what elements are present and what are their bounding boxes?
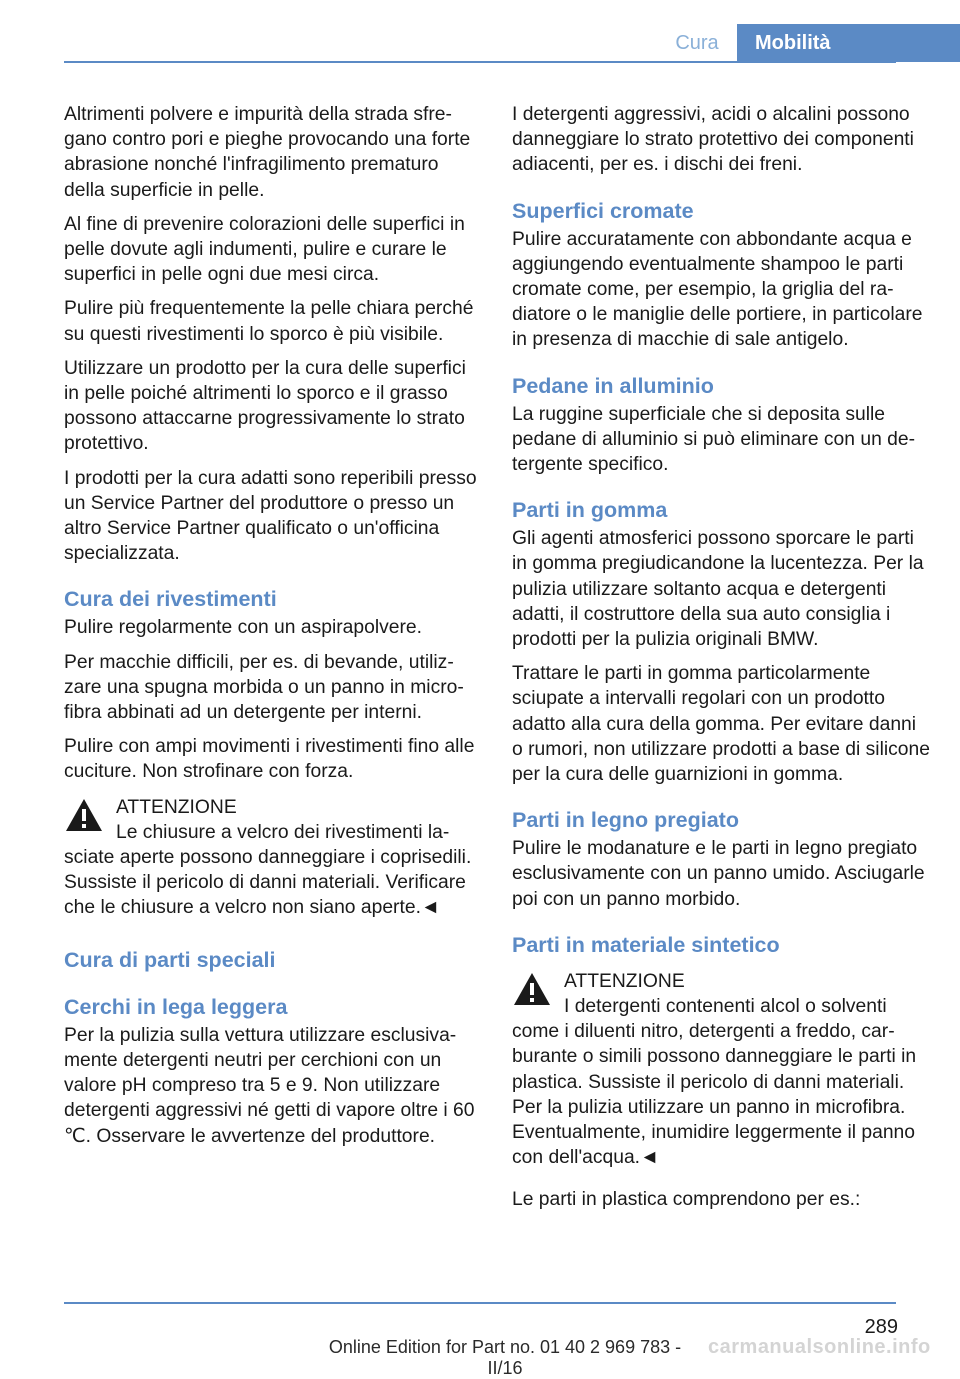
tab-mobilita[interactable]: Mobilità — [737, 24, 960, 62]
paragraph: Per macchie difficili, per es. di bevande, utilizzare una spugna morbida o un panno in microfibra abbinati ad un detergente per interni. — [64, 651, 464, 724]
paragraph: Pulire le modanature e le parti in legno pregiato esclusivamente con un panno umido. Asciugarle poi con un panno morbido. — [512, 838, 925, 910]
edition-note: Online Edition for Part no. 01 40 2 969 783 - II/16 — [328, 1337, 682, 1378]
warning-title: ATTENZIONE — [564, 970, 685, 992]
warning-triangle-icon — [64, 797, 104, 833]
paragraph: Altrimenti polvere e impurità della strada sfregano contro pori e pieghe provocando una forte abrasione nonché l'infragilimento prematuro della superficie in pelle. — [64, 104, 471, 201]
heading-pedane: Pedane in alluminio — [512, 373, 714, 398]
paragraph: Per la pulizia sulla vettura utilizzare esclusivamente detergenti neutri per cerchioni con un valore pH compreso tra 5 e 9. Non utilizzare detergenti aggressivi né getti di vapore oltre i 60 ℃. Osservare le avvertenze del produttore. — [64, 1024, 475, 1147]
tab-cura[interactable]: Cura — [675, 32, 719, 54]
section-tabs — [657, 24, 960, 62]
paragraph: Gli agenti atmosferici possono sporcare le parti in gomma pregiudicandone la lucentezza. Per la pulizia utilizzare soltanto acqua e detergenti adatti, il costruttore della sua auto consiglia i prodotti per la pulizia originali BMW. — [512, 528, 924, 651]
heading-cerchi: Cerchi in lega leggera — [64, 994, 288, 1019]
left-column — [64, 102, 482, 1158]
warning-triangle-icon — [512, 971, 552, 1007]
heading-materiale-sintetico: Parti in materiale sintetico — [512, 932, 780, 957]
paragraph: Pulire più frequentemente la pelle chiara perché su questi rivestimenti lo sporco è più visibile. — [64, 298, 474, 345]
warning-box — [64, 795, 482, 921]
paragraph: Utilizzare un prodotto per la cura delle superfici in pelle poiché altrimenti lo sporco e il grasso possono attaccarne progressivamente lo strato protettivo. — [64, 357, 466, 455]
paragraph: La ruggine superficiale che si deposita sulle pedane di alluminio si può eliminare con un detergente specifico. — [512, 403, 916, 476]
page-number: 289 — [864, 1316, 898, 1338]
heading-superfici-cromate: Superfici cromate — [512, 198, 694, 223]
warning-box — [512, 969, 932, 1171]
heading-cura-parti-speciali: Cura di parti speciali — [64, 947, 276, 972]
paragraph: I detergenti aggressivi, acidi o alcalini possono danneggiare lo strato protettivo dei componenti adiacenti, per es. i dischi dei freni. — [512, 104, 914, 176]
paragraph: Le parti in plastica comprendono per es.: — [512, 1188, 861, 1210]
heading-parti-gomma: Parti in gomma — [512, 498, 668, 523]
warning-title: ATTENZIONE — [116, 796, 237, 818]
heading-cura-rivestimenti: Cura dei rivestimenti — [64, 587, 277, 612]
paragraph: Trattare le parti in gomma particolarmente sciupate a intervalli regolari con un prodotto adatto alla cura della gomma. Per evitare danni o rumori, non utilizzare prodotti a base di silicone per la cura delle guarnizioni in gomma. — [512, 663, 930, 786]
paragraph: Al fine di prevenire colorazioni delle superfici in pelle dovute agli indumenti, pulire e curare le superfici in pelle ogni due mesi circa. — [64, 213, 465, 286]
warning-text: Le chiusure a velcro dei rivestimenti lasciate aperte possono danneggiare i coprisedili. Sussiste il pericolo di danni materiali. Verificare che le chiusure a velcro non siano aperte.◄ — [64, 821, 472, 919]
paragraph: Pulire regolarmente con un aspirapolvere. — [64, 617, 422, 639]
heading-parti-legno: Parti in legno pregiato — [512, 808, 739, 833]
header-rule — [64, 61, 896, 63]
paragraph: Pulire con ampi movimenti i rivestimenti fino alle cuciture. Non strofinare con forza. — [64, 736, 475, 783]
warning-text: I detergenti contenenti alcol o solventi come i diluenti nitro, detergenti a freddo, carburante o simili possono danneggiare le parti in plastica. Sussiste il pericolo di danni materiali. Per la pulizia utilizzare un panno in microfibra. Eventualmente, inumidire leggermente il panno con dell'acqua.◄ — [512, 996, 917, 1169]
paragraph: I prodotti per la cura adatti sono reperibili presso un Service Partner del produttore o presso un altro Service Partner qualificato o un'officina specializzata. — [64, 467, 477, 565]
paragraph: Pulire accuratamente con abbondante acqua e aggiungendo eventualmente shampoo le parti cromate come, per esempio, la griglia del radiatore o le maniglie delle portiere, in particolare in presenza di macchie di sale antigelo. — [512, 228, 923, 351]
right-column — [512, 102, 932, 1221]
watermark-logo: carmanualsonline.info — [708, 1336, 931, 1358]
footer-rule — [64, 1302, 896, 1304]
